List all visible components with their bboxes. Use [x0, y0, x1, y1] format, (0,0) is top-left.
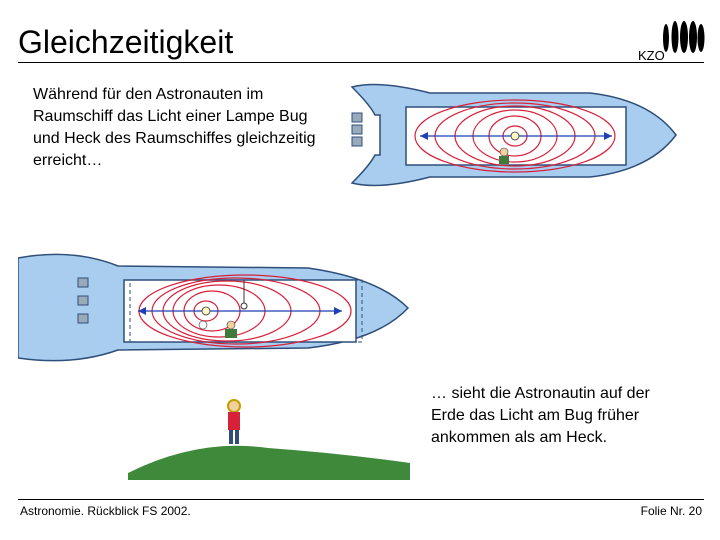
- slide-title: Gleichzeitigkeit: [18, 24, 234, 60]
- spaceship-onboard-illustration: [340, 75, 680, 195]
- kzo-logo-text: KZO: [638, 48, 665, 62]
- slide-number: Folie Nr. 20: [640, 504, 702, 518]
- spaceship-earth-illustration: [18, 248, 410, 480]
- bottom-paragraph: … sieht die Astronautin auf der Erde das Licht am Bug früher ankommen als am Heck.: [431, 385, 650, 446]
- kzo-logo: [634, 20, 706, 62]
- top-paragraph: Während für den Astronauten im Raumschiff das Licht einer Lampe Bug und Heck des Raumschiffes gleichzeitig erreicht…: [33, 86, 316, 169]
- title-divider: [18, 62, 704, 63]
- footer-source: Astronomie. Rückblick FS 2002.: [20, 504, 191, 518]
- footer-divider: [18, 499, 704, 500]
